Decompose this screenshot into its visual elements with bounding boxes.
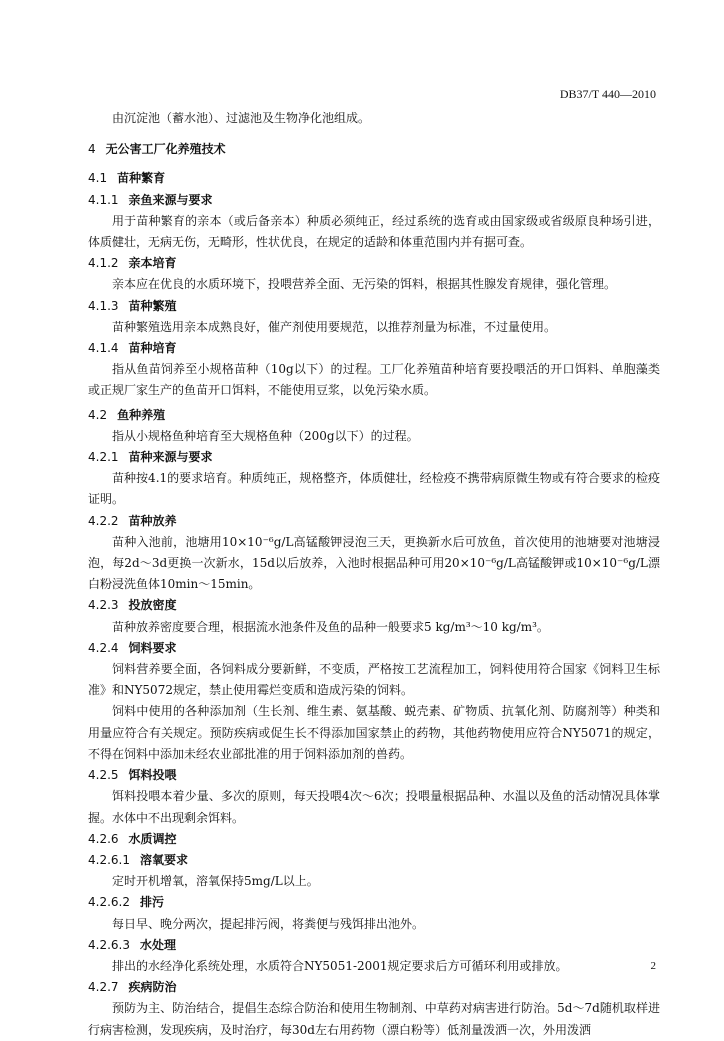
section-heading [88, 595, 660, 616]
section-heading [88, 447, 660, 468]
paragraph: 饲料营养要全面，各饲料成分要新鲜，不变质，严格按工艺流程加工，饲料使用符合国家《饲料卫生标准》和NY5072规定，禁止使用霉烂变质和造成污染的饲料。 [88, 662, 660, 698]
paragraph: 定时开机增氧，溶氧保持5mg/L以上。 [112, 874, 319, 889]
section-title: 亲鱼来源与要求 [128, 192, 213, 207]
paragraph: 预防为主、防治结合，提倡生态综合防治和使用生物制剂、中草药对病害进行防治。5d～7d随机取样进行病害检测，发现疾病，及时治疗，每30d左右用药物（漂白粉等）低剂量泼洒一次，外用泼洒 [88, 1001, 660, 1037]
section-title: 苗种繁殖 [128, 298, 177, 313]
page-number: 2 [650, 960, 656, 972]
section-heading [88, 829, 660, 850]
paragraph: 苗种入池前，池塘用10×10⁻⁶g/L高锰酸钾浸泡三天，更换新水后可放鱼，首次使用的池塘要对池塘浸泡，每2d～3d更换一次新水，15d以后放养，入池时根据品种可用20×10⁻⁶g/L高锰酸钾或10×10⁻⁶g/L漂白粉浸洗鱼体10min～15min。 [88, 534, 660, 592]
section-heading [88, 638, 660, 659]
standard-code: DB37/T 440—2010 [559, 87, 656, 101]
section-heading [88, 850, 660, 871]
section-number: 4.2.2 [88, 513, 119, 528]
section-title: 鱼种养殖 [117, 407, 166, 422]
section-number: 4.1.3 [88, 298, 119, 313]
section-heading [88, 977, 660, 998]
paragraph: 每日早、晚分两次，提起排污阀，将粪便与残饵排出池外。 [112, 916, 425, 931]
section-number: 4.2.5 [88, 768, 119, 783]
section-title: 苗种放养 [128, 513, 177, 528]
section-number: 4.2.6.2 [88, 895, 130, 910]
paragraph: 饲料中使用的各种添加剂（生长剂、维生素、氨基酸、蜕壳素、矿物质、抗氧化剂、防腐剂等）种类和用量应符合有关规定。预防疾病或促生长不得添加国家禁止的药物，其他药物使用应符合NY5071的规定，不得在饲料中添加未经农业部批准的用于饲料添加剂的兽药。 [88, 704, 660, 761]
section-title: 溶氧要求 [139, 852, 188, 867]
section-heading [88, 405, 660, 426]
section-number: 4.2.4 [88, 640, 119, 655]
paragraph: 用于苗种繁育的亲本（或后备亲本）种质必须纯正，经过系统的选育或由国家级或省级原良种场引进，体质健壮，无病无伤，无畸形，性状优良，在规定的适龄和体重范围内并有据可查。 [88, 213, 660, 250]
section-number: 4.2.7 [88, 980, 119, 995]
section-heading [88, 338, 660, 359]
section-number: 4.2.1 [88, 450, 119, 465]
section-heading [88, 253, 660, 274]
section-title: 疾病防治 [128, 980, 177, 995]
section-heading [88, 168, 660, 189]
section-number: 4.2.3 [88, 598, 119, 613]
section-number: 4.1 [88, 171, 108, 186]
paragraph: 苗种繁殖选用亲本成熟良好，催产剂使用要规范，以推荐剂量为标准，不过量使用。 [112, 319, 557, 334]
paragraph: 苗种放养密度要合理，根据流水池条件及鱼的品种一般要求5 kg/m³～10 kg/m³。 [112, 619, 549, 634]
section-title: 苗种繁育 [117, 171, 166, 186]
section-heading [88, 935, 660, 956]
section-number: 4.1.1 [88, 192, 119, 207]
section-title: 亲本培育 [128, 256, 177, 271]
section-number: 4 [88, 142, 96, 157]
section-number: 4.2.6 [88, 831, 119, 846]
section-heading [88, 296, 660, 317]
section-heading [88, 765, 660, 786]
section-number: 4.2.6.1 [88, 852, 130, 867]
section-title: 饵料投喂 [128, 768, 177, 783]
section-title: 苗种来源与要求 [128, 450, 213, 465]
section-title: 水质调控 [128, 831, 177, 846]
paragraph: 由沉淀池（蓄水池）、过滤池及生物净化池组成。 [112, 111, 371, 125]
paragraph: 指从鱼苗饲养至小规格苗种（10g以下）的过程。工厂化养殖苗种培育要投喂活的开口饵料、单胞藻类或正规厂家生产的鱼苗开口饵料，不能使用豆浆，以免污染水质。 [88, 362, 660, 398]
section-title: 排污 [139, 895, 164, 910]
paragraph: 亲本应在优良的水质环境下，投喂营养全面、无污染的饵料，根据其性腺发育规律，强化管理。 [112, 277, 617, 292]
section-heading [88, 511, 660, 532]
section-title: 投放密度 [128, 598, 177, 613]
section-title: 水处理 [139, 937, 176, 952]
section-heading [88, 139, 660, 160]
section-number: 4.1.4 [88, 341, 119, 356]
section-heading [88, 190, 660, 211]
paragraph: 指从小规格鱼种培育至大规格鱼种（200g以下）的过程。 [112, 428, 419, 443]
section-heading [88, 892, 660, 913]
section-number: 4.1.2 [88, 256, 119, 271]
section-title: 饲料要求 [128, 640, 177, 655]
section-number: 4.2 [88, 407, 108, 422]
section-number: 4.2.6.3 [88, 937, 130, 952]
paragraph: 饵料投喂本着少量、多次的原则，每天投喂4次～6次；投喂量根据品种、水温以及鱼的活动情况具体掌握。水体中不出现剩余饵料。 [88, 789, 660, 825]
document-body [88, 108, 660, 1041]
paragraph: 排出的水经净化系统处理，水质符合NY5051-2001规定要求后方可循环利用或排放。 [112, 958, 568, 973]
paragraph: 苗种按4.1的要求培育。种质纯正，规格整齐，体质健壮，经检疫不携带病原微生物或有符合要求的检疫证明。 [88, 471, 660, 507]
section-title: 苗种培育 [128, 341, 177, 356]
section-title: 无公害工厂化养殖技术 [105, 142, 226, 157]
